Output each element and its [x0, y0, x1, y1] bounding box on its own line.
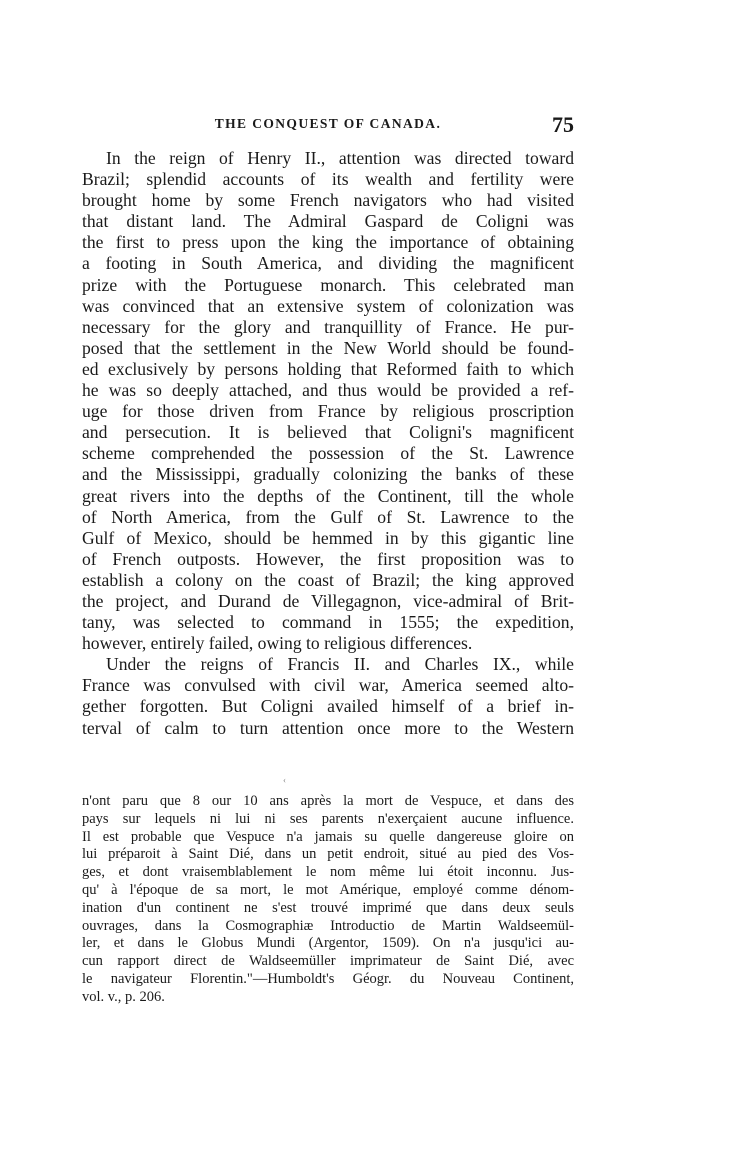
- body-line: establish a colony on the coast of Brazil; the king approved: [82, 569, 574, 590]
- body-line: ed exclusively by persons holding that Reformed faith to which: [82, 358, 574, 379]
- footnote-line: pays sur lequels ni lui ni ses parents n'exerçaient aucune influence.: [82, 810, 574, 827]
- body-line: brought home by some French navigators who had visited: [82, 190, 574, 211]
- body-line: great rivers into the depths of the Continent, till the whole: [82, 485, 574, 506]
- body-line: the project, and Durand de Villegagnon, vice-admiral of Brit-: [82, 590, 574, 611]
- body-line: of French outposts. However, the first proposition was to: [82, 548, 574, 569]
- footnote-line: ler, et dans le Globus Mundi (Argentor, 1509). On n'a jusqu'ici au-: [82, 935, 574, 952]
- body-text: [82, 148, 574, 739]
- footnote: [82, 793, 574, 1007]
- footnote-line: ges, et dont vraisemblablement le nom même lui étoit inconnu. Jus-: [82, 864, 574, 881]
- footnote-line: lui préparoit à Saint Dié, dans un petit endroit, situé au pied des Vos-: [82, 846, 574, 863]
- body-line: and the Mississippi, gradually colonizing the banks of these: [82, 464, 574, 485]
- body-line: gether forgotten. But Coligni availed himself of a brief in-: [82, 696, 574, 717]
- page-header: [82, 112, 574, 140]
- body-line: posed that the settlement in the New World should be found-: [82, 337, 574, 358]
- footnote-line: qu' à l'époque de sa mort, le mot Amérique, employé comme dénom-: [82, 881, 574, 898]
- body-line: Under the reigns of Francis II. and Charles IX., while: [106, 654, 574, 675]
- body-line: Brazil; splendid accounts of its wealth and fertility were: [82, 169, 574, 190]
- stray-mark: ‹: [283, 775, 286, 785]
- body-line: and persecution. It is believed that Coligni's magnificent: [82, 422, 574, 443]
- body-line: the first to press upon the king the importance of obtaining: [82, 232, 574, 253]
- body-line: necessary for the glory and tranquillity of France. He pur-: [82, 316, 574, 337]
- footnote-line: cun rapport direct de Waldseemüller imprimateur de Saint Dié, avec: [82, 953, 574, 970]
- footnote-line: ination d'un continent ne s'est trouvé imprimé que dans deux seuls: [82, 899, 574, 916]
- running-title: THE CONQUEST OF CANADA.: [214, 116, 442, 131]
- footnote-line: Il est probable que Vespuce n'a jamais su quelle dangereuse gloire on: [82, 828, 574, 845]
- body-line: prize with the Portuguese monarch. This celebrated man: [82, 274, 574, 295]
- body-line: of North America, from the Gulf of St. Lawrence to the: [82, 506, 574, 527]
- body-line: In the reign of Henry II., attention was directed toward: [106, 148, 574, 168]
- body-line: terval of calm to turn attention once more to the Western: [82, 717, 574, 738]
- page-number: 75: [552, 112, 574, 137]
- body-line: a footing in South America, and dividing the magnificent: [82, 253, 574, 274]
- body-line: Gulf of Mexico, should be hemmed in by this gigantic line: [82, 527, 574, 548]
- body-line: tany, was selected to command in 1555; the expedition,: [82, 612, 574, 633]
- body-line: uge for those driven from France by religious proscription: [82, 401, 574, 422]
- body-line: that distant land. The Admiral Gaspard de Coligni was: [82, 211, 574, 232]
- footnote-line: vol. v., p. 206.: [82, 988, 165, 1005]
- body-line: France was convulsed with civil war, America seemed alto-: [82, 675, 574, 696]
- footnote-line: n'ont paru que 8 our 10 ans après la mort de Vespuce, et dans des: [82, 793, 574, 809]
- footnote-line: le navigateur Florentin."—Humboldt's Géogr. du Nouveau Continent,: [82, 970, 574, 987]
- footnote-line: ouvrages, dans la Cosmographiæ Introductio de Martin Waldseemül-: [82, 917, 574, 934]
- body-line: was convinced that an extensive system of colonization was: [82, 295, 574, 316]
- body-line: however, entirely failed, owing to religious differences.: [82, 633, 473, 654]
- body-line: he was so deeply attached, and thus would be provided a ref-: [82, 380, 574, 401]
- body-line: scheme comprehended the possession of the St. Lawrence: [82, 443, 574, 464]
